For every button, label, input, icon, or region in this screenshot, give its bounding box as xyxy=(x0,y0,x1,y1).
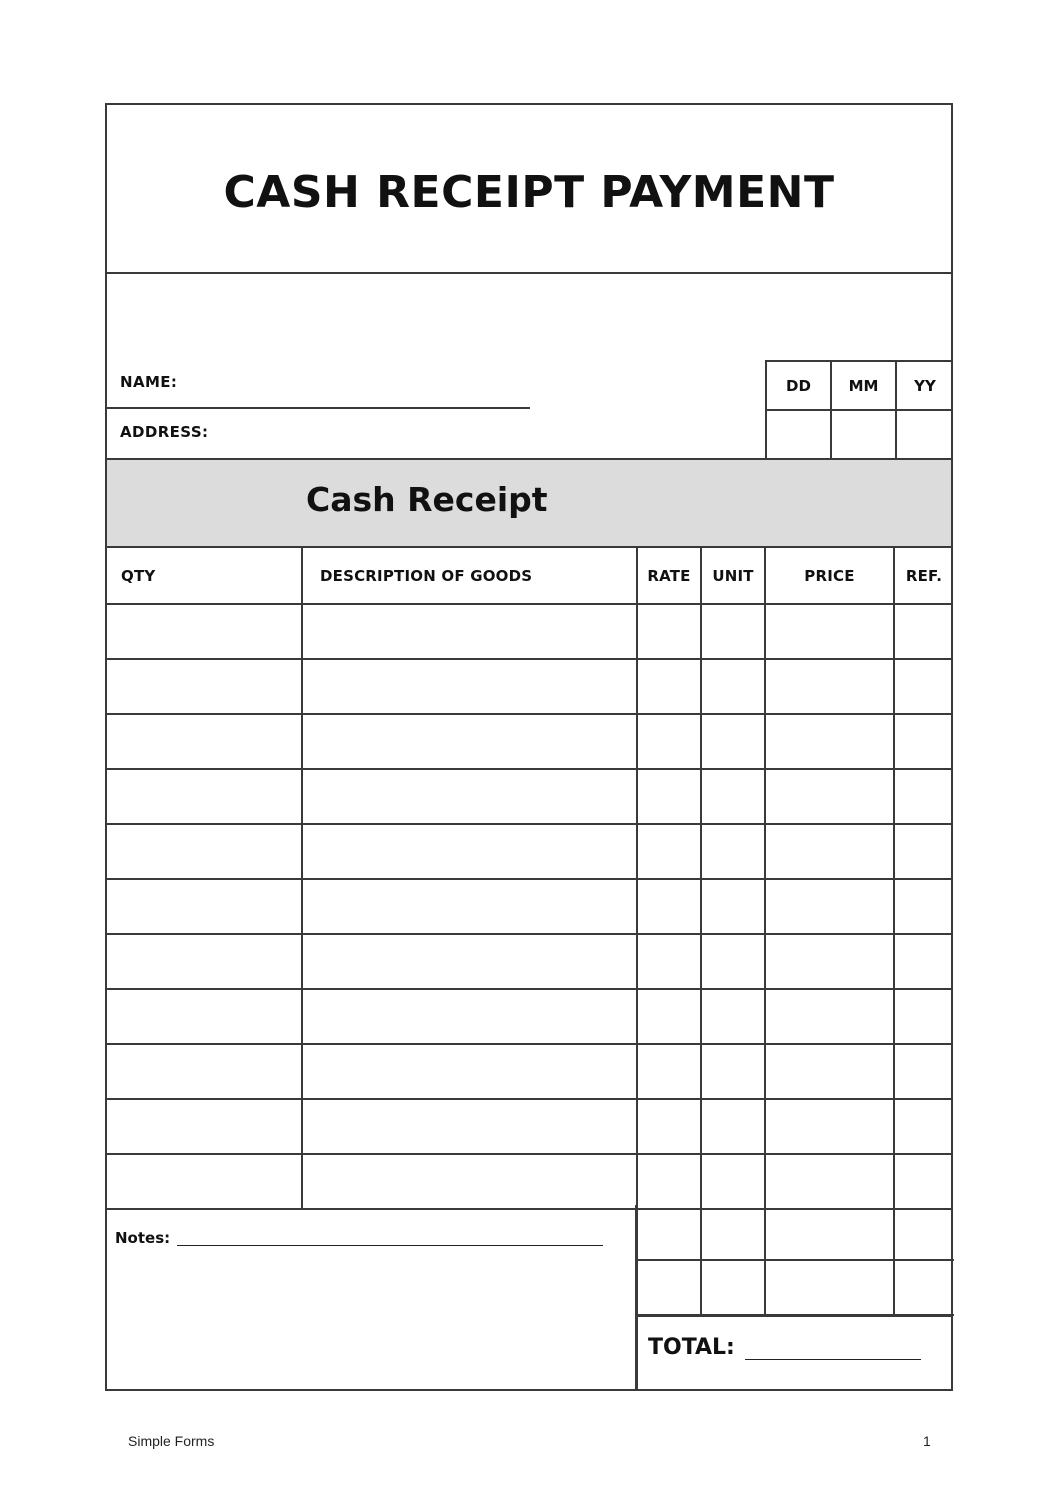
cell-price[interactable] xyxy=(765,824,894,879)
items-table xyxy=(107,548,953,1210)
footer-brand: Simple Forms xyxy=(128,1433,215,1449)
cell-price[interactable] xyxy=(765,604,894,659)
cell-unit[interactable] xyxy=(701,659,765,714)
cell-rate[interactable] xyxy=(637,714,701,769)
cell-ref[interactable] xyxy=(894,714,953,769)
cell-qty[interactable] xyxy=(107,989,302,1044)
date-dd-header: DD xyxy=(767,362,832,411)
extra-cell[interactable] xyxy=(894,1260,954,1315)
cell-qty[interactable] xyxy=(107,879,302,934)
table-row xyxy=(107,824,953,879)
section-title: Cash Receipt xyxy=(306,480,548,519)
cell-unit[interactable] xyxy=(701,769,765,824)
cell-rate[interactable] xyxy=(637,879,701,934)
table-row xyxy=(107,934,953,989)
date-mm-header: MM xyxy=(832,362,897,411)
cell-ref[interactable] xyxy=(894,604,953,659)
cell-price[interactable] xyxy=(765,1154,894,1209)
cell-qty[interactable] xyxy=(107,769,302,824)
total-line[interactable] xyxy=(745,1359,921,1360)
date-grid xyxy=(765,360,953,458)
extra-row xyxy=(637,1260,954,1315)
cell-ref[interactable] xyxy=(894,879,953,934)
extra-cell[interactable] xyxy=(701,1260,765,1315)
table-header-row xyxy=(107,548,953,604)
cell-unit[interactable] xyxy=(701,1044,765,1099)
cell-rate[interactable] xyxy=(637,934,701,989)
total-label: TOTAL: xyxy=(648,1335,735,1360)
cell-rate[interactable] xyxy=(637,1099,701,1154)
cell-unit[interactable] xyxy=(701,604,765,659)
cell-rate[interactable] xyxy=(637,1154,701,1209)
date-dd-field[interactable] xyxy=(767,411,832,458)
cell-qty[interactable] xyxy=(107,824,302,879)
extra-rows xyxy=(636,1205,954,1316)
cell-description[interactable] xyxy=(302,604,637,659)
table-row xyxy=(107,604,953,659)
cell-ref[interactable] xyxy=(894,824,953,879)
table-row xyxy=(107,659,953,714)
table-row xyxy=(107,1044,953,1099)
cell-description[interactable] xyxy=(302,1044,637,1099)
cell-price[interactable] xyxy=(765,659,894,714)
cell-rate[interactable] xyxy=(637,604,701,659)
form-title: CASH RECEIPT PAYMENT xyxy=(223,167,835,218)
table-row xyxy=(107,1099,953,1154)
cell-description[interactable] xyxy=(302,714,637,769)
bottom-section xyxy=(107,1205,953,1391)
cell-description[interactable] xyxy=(302,1154,637,1209)
col-price-header: PRICE xyxy=(765,548,894,604)
cell-unit[interactable] xyxy=(701,934,765,989)
cell-rate[interactable] xyxy=(637,769,701,824)
table-row xyxy=(107,1154,953,1209)
cell-description[interactable] xyxy=(302,989,637,1044)
col-description-header: DESCRIPTION OF GOODS xyxy=(302,548,637,604)
cell-rate[interactable] xyxy=(637,824,701,879)
cell-price[interactable] xyxy=(765,879,894,934)
cell-rate[interactable] xyxy=(637,1044,701,1099)
cell-price[interactable] xyxy=(765,934,894,989)
cell-ref[interactable] xyxy=(894,1044,953,1099)
date-yy-header: YY xyxy=(897,362,953,411)
cell-qty[interactable] xyxy=(107,1154,302,1209)
receipt-form xyxy=(105,103,953,1391)
extra-row xyxy=(637,1205,954,1260)
cell-unit[interactable] xyxy=(701,879,765,934)
cell-ref[interactable] xyxy=(894,989,953,1044)
cell-qty[interactable] xyxy=(107,1099,302,1154)
cell-description[interactable] xyxy=(302,879,637,934)
cell-price[interactable] xyxy=(765,769,894,824)
cell-description[interactable] xyxy=(302,769,637,824)
notes-label: Notes: xyxy=(115,1229,171,1247)
cell-qty[interactable] xyxy=(107,714,302,769)
title-box xyxy=(107,105,951,274)
extra-cell[interactable] xyxy=(894,1205,954,1260)
cell-ref[interactable] xyxy=(894,1099,953,1154)
table-row xyxy=(107,714,953,769)
cell-ref[interactable] xyxy=(894,934,953,989)
page-number: 1 xyxy=(923,1433,931,1449)
extra-cell[interactable] xyxy=(701,1205,765,1260)
date-yy-field[interactable] xyxy=(897,411,953,458)
table-row xyxy=(107,769,953,824)
total-box xyxy=(636,1315,953,1391)
table-row xyxy=(107,879,953,934)
cell-qty[interactable] xyxy=(107,934,302,989)
table-row xyxy=(107,989,953,1044)
section-band xyxy=(107,458,951,548)
notes-line[interactable] xyxy=(177,1245,603,1246)
extra-cell[interactable] xyxy=(637,1260,701,1315)
cell-unit[interactable] xyxy=(701,989,765,1044)
cell-price[interactable] xyxy=(765,989,894,1044)
name-label: NAME: xyxy=(120,373,178,391)
extra-cell[interactable] xyxy=(637,1205,701,1260)
cell-description[interactable] xyxy=(302,1099,637,1154)
cell-price[interactable] xyxy=(765,1044,894,1099)
col-rate-header: RATE xyxy=(637,548,701,604)
cell-unit[interactable] xyxy=(701,824,765,879)
col-ref-header: REF. xyxy=(894,548,953,604)
cell-unit[interactable] xyxy=(701,714,765,769)
col-qty-header: QTY xyxy=(107,548,302,604)
cell-unit[interactable] xyxy=(701,1154,765,1209)
cell-unit[interactable] xyxy=(701,1099,765,1154)
cell-ref[interactable] xyxy=(894,769,953,824)
name-line[interactable] xyxy=(107,407,530,409)
date-mm-field[interactable] xyxy=(832,411,897,458)
cell-qty[interactable] xyxy=(107,659,302,714)
cell-description[interactable] xyxy=(302,824,637,879)
cell-price[interactable] xyxy=(765,1099,894,1154)
extra-cell[interactable] xyxy=(765,1260,894,1315)
cell-qty[interactable] xyxy=(107,1044,302,1099)
cell-price[interactable] xyxy=(765,714,894,769)
cell-description[interactable] xyxy=(302,934,637,989)
cell-qty[interactable] xyxy=(107,604,302,659)
cell-ref[interactable] xyxy=(894,659,953,714)
cell-rate[interactable] xyxy=(637,989,701,1044)
address-label: ADDRESS: xyxy=(120,423,209,441)
cell-description[interactable] xyxy=(302,659,637,714)
cell-rate[interactable] xyxy=(637,659,701,714)
col-unit-header: UNIT xyxy=(701,548,765,604)
cell-ref[interactable] xyxy=(894,1154,953,1209)
extra-cell[interactable] xyxy=(765,1205,894,1260)
